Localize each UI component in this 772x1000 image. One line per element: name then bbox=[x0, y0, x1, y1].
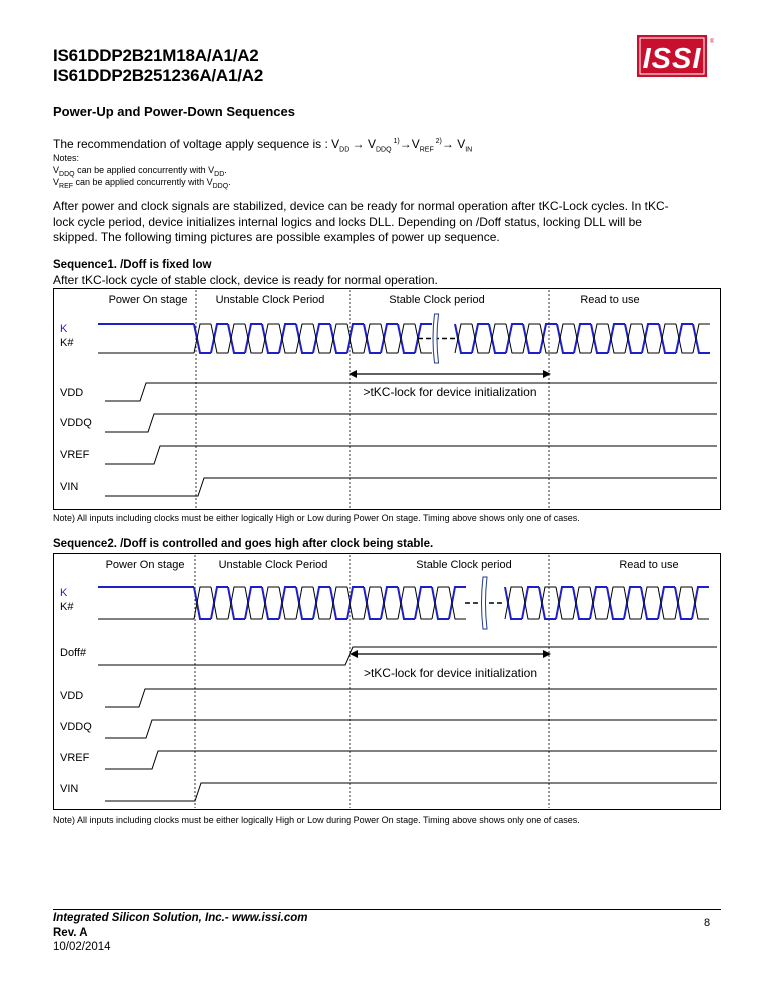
intro-paragraph: After power and clock signals are stabilized, device can be ready for normal operation after tKC-Lock cycles. In tKC- lock cycle period, device initializes internal logics and locks DLL. Depending on /Doff status, locking DLL will be skipped. The following timing pictures are possible examples of power up sequence. bbox=[53, 199, 669, 244]
kbar-clock-edge bbox=[296, 587, 313, 619]
kbar-clock-edge bbox=[607, 587, 624, 619]
page-number: 8 bbox=[704, 917, 711, 929]
kbar-clock-edge bbox=[313, 324, 330, 353]
kbar-clock-edge bbox=[313, 587, 330, 619]
sequence2-note: Note) All inputs including clocks must be either logically High or Low during Power On stage. Timing above shows only one of cases. bbox=[53, 815, 580, 825]
kbar-clock-edge bbox=[590, 587, 607, 619]
kbar-clock-edge bbox=[658, 587, 675, 619]
section-title: Power-Up and Power-Down Sequences bbox=[53, 104, 295, 119]
footer-rule bbox=[53, 909, 721, 910]
kbar-clock-edge bbox=[296, 324, 313, 353]
vddq-line bbox=[105, 720, 717, 738]
stage-label: Read to use bbox=[580, 294, 640, 306]
signal-label-doffbar: Doff# bbox=[60, 647, 87, 659]
vdd-line bbox=[105, 689, 717, 707]
kbar-clock-edge bbox=[330, 587, 347, 619]
kbar-clock-edge bbox=[522, 587, 539, 619]
kbar-clock-edge bbox=[347, 587, 364, 619]
vref-line bbox=[105, 751, 717, 769]
kbar-clock-edge bbox=[591, 324, 608, 353]
kbar-clock-edge bbox=[455, 324, 472, 353]
tkc-arrow-head-right bbox=[543, 370, 551, 378]
signal-label-vdd: VDD bbox=[60, 690, 84, 702]
diagram-frame bbox=[54, 289, 721, 510]
svg-text:®: ® bbox=[710, 39, 714, 45]
kbar-clock-edge bbox=[381, 324, 398, 353]
kbar-clock-edge bbox=[381, 587, 398, 619]
kbar-clock-edge bbox=[364, 324, 381, 353]
kbar-clock-edge bbox=[556, 587, 573, 619]
kbar-clock-edge bbox=[194, 324, 211, 353]
sequence2-heading: Sequence2. /Doff is controlled and goes high after clock being stable. bbox=[53, 538, 434, 550]
signal-label-vddq: VDDQ bbox=[60, 721, 92, 733]
kbar-clock-edge bbox=[642, 324, 659, 353]
kbar-clock-edge bbox=[398, 587, 415, 619]
stage-label: Unstable Clock Period bbox=[215, 294, 325, 306]
tkc-annotation: >tKC-lock for device initialization bbox=[363, 666, 538, 680]
signal-label-kbar: K# bbox=[60, 601, 74, 613]
kbar-clock-edge bbox=[194, 587, 211, 619]
note-1: $V_{DDQ}$ can be applied concurrently with $V_{DD}$. bbox=[53, 165, 227, 178]
issi-logo bbox=[636, 31, 714, 79]
kbar-clock-edge bbox=[415, 587, 432, 619]
kbar-clock-edge bbox=[692, 587, 709, 619]
kbar-clock-edge bbox=[211, 324, 228, 353]
sequence1-heading: Sequence1. /Doff is fixed low bbox=[53, 259, 212, 271]
vin-line bbox=[105, 478, 717, 496]
kbar-clock-edge bbox=[659, 324, 676, 353]
kbar-clock-edge bbox=[641, 587, 658, 619]
stage-label: Power On stage bbox=[108, 294, 188, 306]
sequence1-subtitle: After tKC-lock cycle of stable clock, device is ready for normal operation. bbox=[53, 273, 438, 287]
note-2: $V_{REF}$ can be applied concurrently with $V_{DDQ}$. bbox=[53, 177, 231, 190]
signal-label-k: K bbox=[60, 587, 68, 599]
kbar-clock-edge bbox=[262, 324, 279, 353]
kbar-clock-edge bbox=[608, 324, 625, 353]
doff-line bbox=[98, 647, 717, 665]
kbar-clock-edge bbox=[279, 324, 296, 353]
kbar-clock-edge bbox=[625, 324, 642, 353]
signal-label-vin: VIN bbox=[60, 481, 79, 493]
kbar-clock-edge bbox=[330, 324, 347, 353]
kbar-clock-edge bbox=[523, 324, 540, 353]
stage-label: Stable Clock period bbox=[416, 559, 512, 571]
kbar-clock-edge bbox=[279, 587, 296, 619]
footer-company: Integrated Silicon Solution, Inc.- www.issi.com bbox=[53, 912, 308, 924]
stage-label: Unstable Clock Period bbox=[218, 559, 328, 571]
kbar-clock-edge bbox=[398, 324, 415, 353]
signal-label-vref: VREF bbox=[60, 449, 90, 461]
kbar-clock-edge bbox=[364, 587, 381, 619]
kbar-clock-edge bbox=[539, 587, 556, 619]
time-break-marker bbox=[482, 577, 488, 629]
kbar-clock-edge bbox=[245, 324, 262, 353]
kbar-clock-edge bbox=[693, 324, 710, 353]
sequence1-timing-diagram bbox=[53, 288, 721, 510]
kbar-clock-edge bbox=[573, 587, 590, 619]
tkc-arrow-head-right bbox=[543, 650, 551, 658]
vddq-line bbox=[105, 414, 717, 432]
recommendation-line: The recommendation of voltage apply sequence is : $V_{DD} \to V_{DDQ}$ $^{1)}\to V_{REF}$ $^{2)}\to V_{IN}$ bbox=[53, 137, 473, 154]
doc-title-line2: IS61DDP2B251236A/A1/A2 bbox=[53, 66, 264, 85]
kbar-clock-edge bbox=[472, 324, 489, 353]
footer-date: 10/02/2014 bbox=[53, 941, 111, 953]
stage-label: Stable Clock period bbox=[389, 294, 485, 306]
kbar-clock-edge bbox=[557, 324, 574, 353]
kbar-clock-edge bbox=[432, 587, 449, 619]
kbar-clock-edge bbox=[347, 324, 364, 353]
stage-label: Read to use bbox=[619, 559, 679, 571]
kbar-clock-edge bbox=[676, 324, 693, 353]
signal-label-vin: VIN bbox=[60, 783, 79, 795]
footer-rev: Rev. A bbox=[53, 927, 88, 939]
stage-label: Power On stage bbox=[105, 559, 185, 571]
vin-line bbox=[105, 783, 717, 801]
kbar-clock-edge bbox=[228, 324, 245, 353]
sequence1-note: Note) All inputs including clocks must be either logically High or Low during Power On stage. Timing above shows only one of cases. bbox=[53, 513, 580, 523]
signal-label-vddq: VDDQ bbox=[60, 417, 92, 429]
notes-label: Notes: bbox=[53, 153, 80, 163]
kbar-clock-edge bbox=[506, 324, 523, 353]
signal-label-k: K bbox=[60, 323, 68, 335]
kbar-clock-edge bbox=[624, 587, 641, 619]
signal-label-kbar: K# bbox=[60, 337, 74, 349]
kbar-clock-edge bbox=[245, 587, 262, 619]
tkc-annotation: >tKC-lock for device initialization bbox=[363, 385, 537, 399]
svg-text:ISSI: ISSI bbox=[642, 43, 702, 75]
doc-title-line1: IS61DDP2B21M18A/A1/A2 bbox=[53, 46, 259, 65]
kbar-clock-edge bbox=[211, 587, 228, 619]
kbar-clock-edge bbox=[262, 587, 279, 619]
kbar-clock-edge bbox=[449, 587, 466, 619]
kbar-clock-edge bbox=[574, 324, 591, 353]
kbar-clock-edge bbox=[489, 324, 506, 353]
sequence2-timing-diagram bbox=[53, 553, 721, 810]
vref-line bbox=[105, 446, 717, 464]
signal-label-vdd: VDD bbox=[60, 387, 84, 399]
signal-label-vref: VREF bbox=[60, 752, 90, 764]
kbar-clock-edge bbox=[540, 324, 557, 353]
kbar-clock-edge bbox=[675, 587, 692, 619]
kbar-clock-edge bbox=[228, 587, 245, 619]
kbar-clock-edge bbox=[505, 587, 522, 619]
